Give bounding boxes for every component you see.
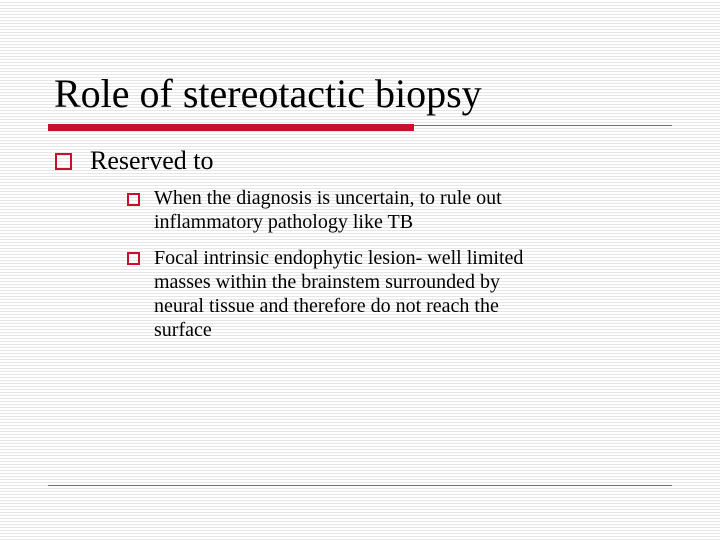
square-bullet-icon xyxy=(127,252,140,265)
subbullet-line: surface xyxy=(154,319,212,341)
subbullet-line: neural tissue and therefore do not reach the xyxy=(154,295,499,317)
subbullet-focal-lesion xyxy=(154,246,644,342)
subbullet-diagnosis-uncertain xyxy=(154,186,644,234)
subbullet-line: Focal intrinsic endophytic lesion- well limited xyxy=(154,247,524,269)
square-bullet-icon xyxy=(127,193,140,206)
title-underline-thin xyxy=(414,125,672,126)
footer-rule xyxy=(48,485,672,486)
title-underline-thick xyxy=(48,124,414,131)
bullet-reserved-to: Reserved to xyxy=(90,146,214,175)
slide-title: Role of stereotactic biopsy xyxy=(54,71,482,116)
square-bullet-icon xyxy=(55,153,72,170)
subbullet-line: When the diagnosis is uncertain, to rule out xyxy=(154,187,502,209)
subbullet-line: masses within the brainstem surrounded by xyxy=(154,271,501,293)
subbullet-line: inflammatory pathology like TB xyxy=(154,211,414,233)
